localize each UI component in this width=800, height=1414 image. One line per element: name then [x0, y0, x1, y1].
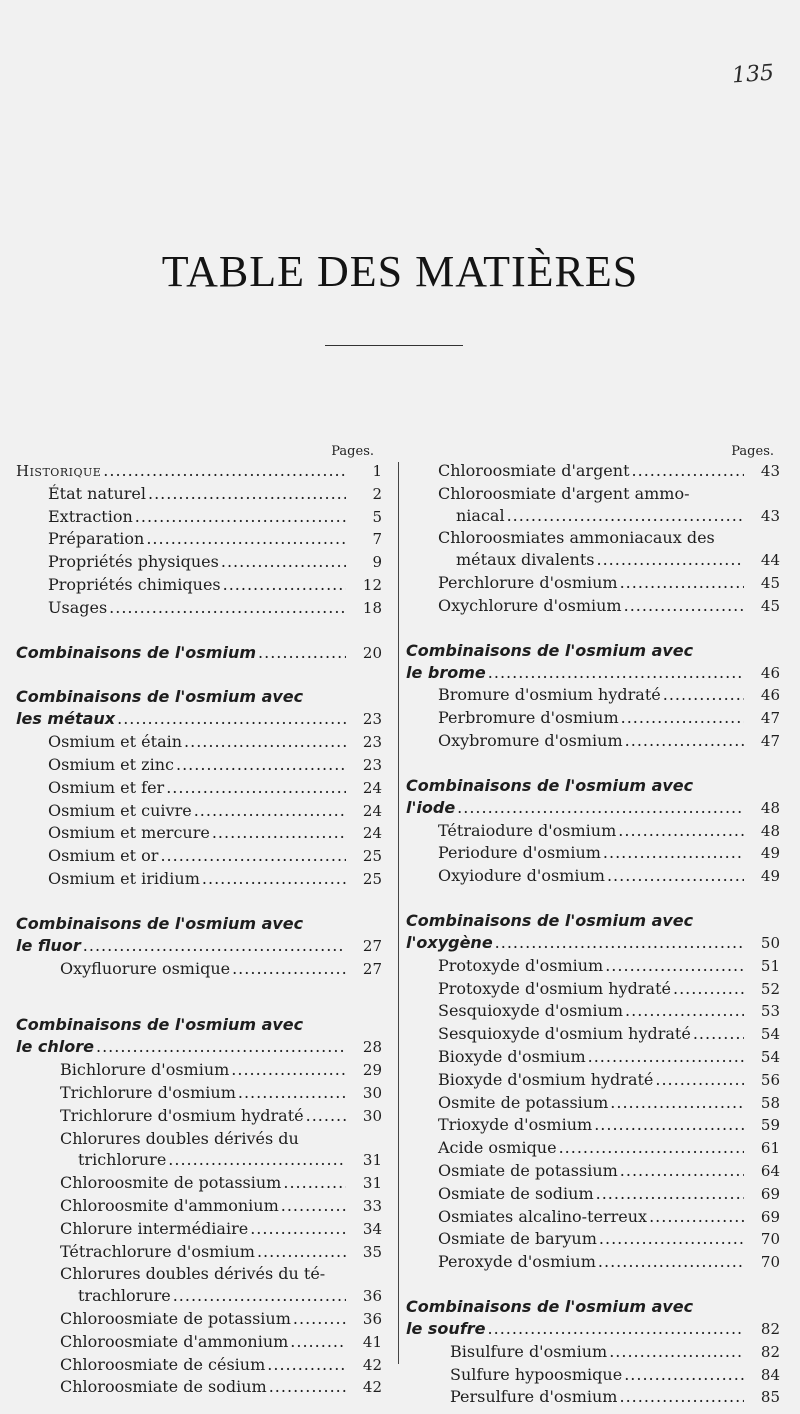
- page-title: TABLE DES MATIÈRES: [161, 247, 639, 296]
- toc-page: 18: [362, 598, 382, 617]
- toc-entry: [406, 1000, 780, 1023]
- toc-list: [16, 958, 382, 981]
- toc-entry: [406, 865, 780, 888]
- toc-page: 1: [372, 462, 382, 480]
- toc-label: Perchlorure d'osmium: [438, 572, 618, 592]
- toc-label: Trichlorure d'osmium: [60, 1082, 236, 1102]
- leader-dots: [160, 845, 346, 867]
- toc-page: 82: [760, 1342, 780, 1361]
- toc-label: Bisulfure d'osmium: [450, 1341, 608, 1361]
- toc-page: 33: [362, 1196, 382, 1215]
- toc-label: Osmiate de baryum: [438, 1229, 597, 1249]
- toc-page: 27: [362, 936, 382, 955]
- leader-dots: [620, 572, 744, 594]
- toc-page: 46: [760, 663, 780, 682]
- leader-dots: [618, 820, 744, 842]
- toc-list: [16, 731, 382, 891]
- leader-dots: [148, 483, 346, 505]
- toc-section-heading: Combinaisons de l'osmium avec: [406, 910, 694, 930]
- toc-label: Bromure d'osmium hydraté: [438, 685, 661, 705]
- toc-entry: [406, 1114, 780, 1137]
- toc-label: Propriétés chimiques: [48, 574, 221, 594]
- toc-entry: [16, 1308, 382, 1331]
- toc-page: 69: [760, 1184, 780, 1203]
- toc-label: Bichlorure d'osmium: [60, 1060, 230, 1080]
- leader-dots: [457, 797, 744, 819]
- toc-label: Tétraiodure d'osmium: [438, 820, 617, 840]
- toc-section-entry: [16, 935, 382, 958]
- leader-dots: [231, 1059, 346, 1081]
- leader-dots: [598, 1251, 744, 1273]
- toc-entry: [16, 1376, 382, 1399]
- leader-dots: [250, 1218, 346, 1240]
- toc-entry: [16, 1331, 382, 1354]
- toc-page: 59: [760, 1116, 780, 1135]
- toc-page: 30: [362, 1083, 382, 1102]
- leader-dots: [605, 955, 744, 977]
- toc-page: 58: [760, 1093, 780, 1112]
- toc-page: 54: [760, 1047, 780, 1066]
- toc-label: Persulfure d'osmium: [450, 1387, 618, 1407]
- toc-page: 49: [760, 867, 780, 886]
- leader-dots: [621, 707, 744, 729]
- toc-entry: [406, 707, 780, 730]
- toc-entry: [16, 754, 382, 777]
- toc-entry: [16, 1195, 382, 1218]
- leader-dots: [610, 1092, 744, 1114]
- leader-dots: [166, 777, 346, 799]
- toc-entry: [406, 1046, 780, 1069]
- leader-dots: [258, 642, 346, 664]
- toc-entry: [16, 958, 382, 981]
- leader-dots: [283, 1172, 346, 1194]
- toc-section-label: le soufre: [406, 1318, 486, 1338]
- toc-section-entry: [406, 932, 780, 955]
- leader-dots: [135, 506, 346, 528]
- leader-dots: [625, 730, 744, 752]
- leader-dots: [109, 597, 346, 619]
- toc-wrapped-line: Chloroosmiate d'argent ammo-: [438, 483, 690, 503]
- toc-entry: [16, 1354, 382, 1377]
- toc-list: [406, 460, 780, 483]
- toc-page: 20: [362, 643, 382, 662]
- toc-page: 23: [362, 733, 382, 752]
- toc-entry: [16, 1105, 382, 1128]
- leader-dots: [238, 1082, 346, 1104]
- toc-label: métaux divalents: [456, 550, 595, 570]
- toc-label: Propriétés physiques: [48, 552, 219, 572]
- toc-page: 45: [760, 573, 780, 592]
- toc-section-entry: [406, 662, 780, 685]
- toc-entry: [406, 1251, 780, 1274]
- toc-entry: [406, 820, 780, 843]
- toc-label: Sesquioxyde d'osmium hydraté: [438, 1024, 691, 1044]
- toc-page: 35: [362, 1242, 382, 1261]
- toc-page: 47: [760, 731, 780, 750]
- toc-section-entry: [16, 642, 382, 665]
- toc-right-column: [406, 444, 780, 1409]
- toc-entry: [406, 955, 780, 978]
- leader-dots: [693, 1023, 744, 1045]
- toc-list: [16, 1059, 382, 1127]
- toc-entry: [16, 1082, 382, 1105]
- toc-label: Chloroosmiate de césium: [60, 1354, 266, 1374]
- toc-page: 69: [760, 1207, 780, 1226]
- toc-label: Oxyiodure d'osmium: [438, 866, 605, 886]
- toc-entry: [406, 1206, 780, 1229]
- toc-label: Chloroosmite de potassium: [60, 1173, 282, 1193]
- toc-label: Historique: [16, 462, 102, 480]
- toc-page: 41: [362, 1332, 382, 1351]
- toc-section-entry: [406, 797, 780, 820]
- toc-page: 64: [760, 1161, 780, 1180]
- toc-entry: [16, 483, 382, 506]
- leader-dots: [173, 1285, 346, 1307]
- leader-dots: [202, 868, 346, 890]
- leader-dots: [96, 1036, 346, 1058]
- toc-label: Oxychlorure d'osmium: [438, 595, 622, 615]
- toc-page: 56: [760, 1070, 780, 1089]
- toc-entry: [406, 1341, 780, 1364]
- toc-entry: [16, 822, 382, 845]
- toc-label: Osmium et zinc: [48, 754, 174, 774]
- toc-label: Préparation: [48, 529, 145, 549]
- leader-dots: [596, 1183, 744, 1205]
- toc-list: [16, 1172, 382, 1263]
- toc-label: Osmite de potassium: [438, 1092, 609, 1112]
- toc-entry: [406, 1092, 780, 1115]
- toc-label: Osmium et cuivre: [48, 800, 192, 820]
- toc-page: 9: [372, 553, 382, 572]
- toc-entry: [406, 1160, 780, 1183]
- toc-section-label: le chlore: [16, 1037, 94, 1057]
- leader-dots: [649, 1206, 744, 1228]
- toc-left-column: [16, 444, 382, 1399]
- toc-page: 28: [362, 1038, 382, 1057]
- toc-section-heading: Combinaisons de l'osmium avec: [16, 1015, 304, 1035]
- toc-entry: [16, 845, 382, 868]
- toc-label: Osmiate de sodium: [438, 1183, 594, 1203]
- toc-list: [406, 572, 780, 618]
- leader-dots: [663, 684, 744, 706]
- toc-label: Protoxyde d'osmium: [438, 955, 604, 975]
- toc-page: 84: [760, 1365, 780, 1384]
- toc-page: 31: [362, 1151, 382, 1170]
- toc-label: trachlorure: [78, 1286, 171, 1306]
- toc-entry: [406, 1183, 780, 1206]
- toc-entry: [16, 506, 382, 529]
- leader-dots: [625, 1000, 744, 1022]
- column-divider: [398, 462, 399, 1364]
- toc-page: 42: [362, 1355, 382, 1374]
- toc-page: 34: [362, 1219, 382, 1238]
- leader-dots: [507, 505, 744, 527]
- leader-dots: [293, 1308, 346, 1330]
- toc-entry: [16, 1218, 382, 1241]
- toc-label: Sulfure hypoosmique: [450, 1364, 623, 1384]
- toc-entry: [406, 460, 780, 483]
- toc-entry: [16, 1285, 382, 1308]
- toc-entry: [406, 595, 780, 618]
- toc-label: Acide osmique: [438, 1138, 557, 1158]
- toc-section-label: les métaux: [16, 709, 116, 729]
- toc-entry: [406, 1023, 780, 1046]
- toc-label: Chloroosmiate de potassium: [60, 1308, 291, 1328]
- toc-label: Oxybromure d'osmium: [438, 730, 623, 750]
- leader-dots: [290, 1331, 346, 1353]
- toc-page: 25: [362, 869, 382, 888]
- leader-dots: [597, 549, 745, 571]
- toc-page: 82: [760, 1319, 780, 1338]
- toc-page: 42: [362, 1378, 382, 1397]
- toc-entry: [406, 730, 780, 753]
- toc-label: Perbromure d'osmium: [438, 708, 619, 728]
- toc-page: 44: [760, 551, 780, 570]
- toc-section-entry: [406, 1318, 780, 1341]
- leader-dots: [306, 1105, 346, 1127]
- toc-page: 47: [760, 709, 780, 728]
- toc-page: 25: [362, 847, 382, 866]
- toc-entry: [406, 505, 780, 528]
- toc-entry: [16, 777, 382, 800]
- leader-dots: [655, 1069, 744, 1091]
- toc-label: Trichlorure d'osmium hydraté: [60, 1105, 304, 1125]
- leader-dots: [223, 574, 346, 596]
- toc-page: 24: [362, 824, 382, 843]
- toc-list: [406, 820, 780, 888]
- toc-entry: [16, 528, 382, 551]
- pages-heading: Pages.: [331, 444, 374, 459]
- toc-page: 51: [760, 956, 780, 975]
- leader-dots: [609, 1341, 744, 1363]
- toc-entry: [16, 460, 382, 483]
- toc-page: 2: [372, 484, 382, 503]
- toc-page: 85: [760, 1388, 780, 1407]
- pages-heading: Pages.: [731, 444, 774, 459]
- toc-label: Periodure d'osmium: [438, 843, 601, 863]
- toc-page: 27: [362, 959, 382, 978]
- leader-dots: [168, 1149, 346, 1171]
- leader-dots: [619, 1386, 744, 1408]
- toc-page: 70: [760, 1230, 780, 1249]
- toc-page: 5: [372, 507, 382, 526]
- toc-section-label: le brome: [406, 662, 486, 682]
- toc-page: 31: [362, 1174, 382, 1193]
- toc-label: Tétrachlorure d'osmium: [60, 1241, 255, 1261]
- leader-dots: [103, 460, 346, 482]
- toc-label: Chlorure intermédiaire: [60, 1218, 249, 1238]
- toc-list: [406, 955, 780, 1274]
- toc-entry: [16, 1059, 382, 1082]
- toc-section-heading: Combinaisons de l'osmium avec: [16, 687, 304, 707]
- leader-dots: [267, 1354, 346, 1376]
- toc-entry: [406, 978, 780, 1001]
- toc-label: Chloroosmiate d'ammonium: [60, 1331, 289, 1351]
- toc-label: Bioxyde d'osmium hydraté: [438, 1069, 654, 1089]
- toc-label: Bioxyde d'osmium: [438, 1046, 586, 1066]
- leader-dots: [257, 1241, 346, 1263]
- toc-list: [406, 1341, 780, 1409]
- toc-label: Peroxyde d'osmium: [438, 1252, 596, 1272]
- leader-dots: [599, 1228, 744, 1250]
- page-number: 135: [731, 60, 775, 89]
- toc-page: 52: [760, 979, 780, 998]
- toc-wrapped-line: Chlorures doubles dérivés du: [60, 1128, 299, 1148]
- toc-section-heading: Combinaisons de l'osmium avec: [16, 913, 304, 933]
- leader-dots: [495, 932, 744, 954]
- toc-label: Chloroosmiate d'argent: [438, 461, 630, 480]
- leader-dots: [232, 958, 346, 980]
- toc-page: 61: [760, 1139, 780, 1158]
- toc-page: 43: [760, 462, 780, 480]
- toc-page: 54: [760, 1025, 780, 1044]
- toc-label: Oxyfluorure osmique: [60, 958, 231, 978]
- toc-page: 36: [362, 1287, 382, 1306]
- toc-page: 46: [760, 686, 780, 705]
- leader-dots: [673, 978, 744, 1000]
- toc-entry: [406, 1228, 780, 1251]
- toc-entry: [406, 572, 780, 595]
- toc-entry: [16, 868, 382, 891]
- toc-entry: [16, 597, 382, 620]
- toc-page: 23: [362, 710, 382, 729]
- toc-page: 49: [760, 844, 780, 863]
- toc-page: 48: [760, 821, 780, 840]
- toc-entry: [406, 549, 780, 572]
- toc-entry: [406, 1137, 780, 1160]
- leader-dots: [212, 822, 346, 844]
- toc-page: 70: [760, 1253, 780, 1272]
- toc-entry: [406, 1386, 780, 1409]
- leader-dots: [146, 528, 346, 550]
- toc-page: 24: [362, 778, 382, 797]
- toc-page: 29: [362, 1061, 382, 1080]
- toc-section-entry: [16, 1036, 382, 1059]
- toc-entry: [406, 684, 780, 707]
- toc-label: Chloroosmite d'ammonium: [60, 1195, 279, 1215]
- toc-label: trichlorure: [78, 1150, 167, 1170]
- toc-label: Chloroosmiate de sodium: [60, 1377, 267, 1397]
- toc-page: 23: [362, 755, 382, 774]
- toc-entry: [16, 731, 382, 754]
- toc-section-label: le fluor: [16, 935, 81, 955]
- toc-label: État naturel: [48, 483, 146, 503]
- leader-dots: [83, 935, 346, 957]
- toc-section-label: l'iode: [406, 797, 456, 817]
- toc-entry: [16, 574, 382, 597]
- leader-dots: [624, 1364, 744, 1386]
- toc-section-heading: Combinaisons de l'osmium avec: [406, 640, 694, 660]
- title-rule: [325, 345, 463, 346]
- toc-label: Osmium et fer: [48, 777, 165, 797]
- toc-entry: [16, 1241, 382, 1264]
- toc-entry: [406, 1364, 780, 1387]
- toc-section-label: Combinaisons de l'osmium: [16, 642, 257, 662]
- leader-dots: [603, 842, 744, 864]
- toc-section-heading: Combinaisons de l'osmium avec: [406, 775, 694, 795]
- leader-dots: [269, 1376, 346, 1398]
- toc-label: Osmium et étain: [48, 732, 183, 752]
- toc-list: [16, 1308, 382, 1399]
- leader-dots: [221, 551, 346, 573]
- toc-section-entry: [16, 708, 382, 731]
- toc-entry: [16, 1172, 382, 1195]
- leader-dots: [488, 1318, 744, 1340]
- leader-dots: [281, 1195, 346, 1217]
- leader-dots: [607, 865, 744, 887]
- leader-dots: [194, 800, 346, 822]
- toc-entry: [16, 551, 382, 574]
- toc-section-heading: Combinaisons de l'osmium avec: [406, 1296, 694, 1316]
- toc-label: Osmium et iridium: [48, 868, 200, 888]
- toc-label: Usages: [48, 597, 108, 617]
- toc-label: Osmiates alcalino-terreux: [438, 1206, 648, 1226]
- toc-wrapped-line: Chlorures doubles dérivés du té-: [60, 1264, 326, 1284]
- toc-label: niacal: [456, 505, 505, 525]
- toc-page: 36: [362, 1309, 382, 1328]
- toc-label: Osmium et mercure: [48, 823, 210, 843]
- toc-entry: [406, 842, 780, 865]
- toc-page: 43: [760, 506, 780, 525]
- toc-page: 53: [760, 1002, 780, 1021]
- toc-entry: [16, 800, 382, 823]
- toc-label: Protoxyde d'osmium hydraté: [438, 978, 671, 998]
- toc-section-label: l'oxygène: [406, 932, 493, 952]
- leader-dots: [620, 1160, 744, 1182]
- leader-dots: [488, 662, 744, 684]
- leader-dots: [176, 754, 346, 776]
- leader-dots: [594, 1114, 744, 1136]
- toc-label: Sesquioxyde d'osmium: [438, 1001, 624, 1021]
- leader-dots: [632, 460, 744, 482]
- toc-label: Extraction: [48, 506, 133, 526]
- toc-list: [406, 684, 780, 752]
- toc-page: 24: [362, 801, 382, 820]
- toc-entry: [406, 1069, 780, 1092]
- toc-page: 50: [760, 933, 780, 952]
- leader-dots: [588, 1046, 744, 1068]
- toc-list: [16, 483, 382, 620]
- toc-page: 48: [760, 798, 780, 817]
- toc-page: 30: [362, 1106, 382, 1125]
- toc-label: Osmium et or: [48, 846, 159, 866]
- toc-label: Trioxyde d'osmium: [438, 1115, 593, 1135]
- toc-page: 7: [372, 530, 382, 549]
- toc-entry: [16, 1149, 382, 1172]
- toc-label: Osmiate de potassium: [438, 1160, 618, 1180]
- toc-wrapped-line: Chloroosmiates ammoniacaux des: [438, 528, 715, 548]
- toc-page: 12: [362, 575, 382, 594]
- toc-page: 45: [760, 596, 780, 615]
- leader-dots: [184, 731, 346, 753]
- leader-dots: [117, 708, 346, 730]
- leader-dots: [559, 1137, 744, 1159]
- leader-dots: [624, 595, 744, 617]
